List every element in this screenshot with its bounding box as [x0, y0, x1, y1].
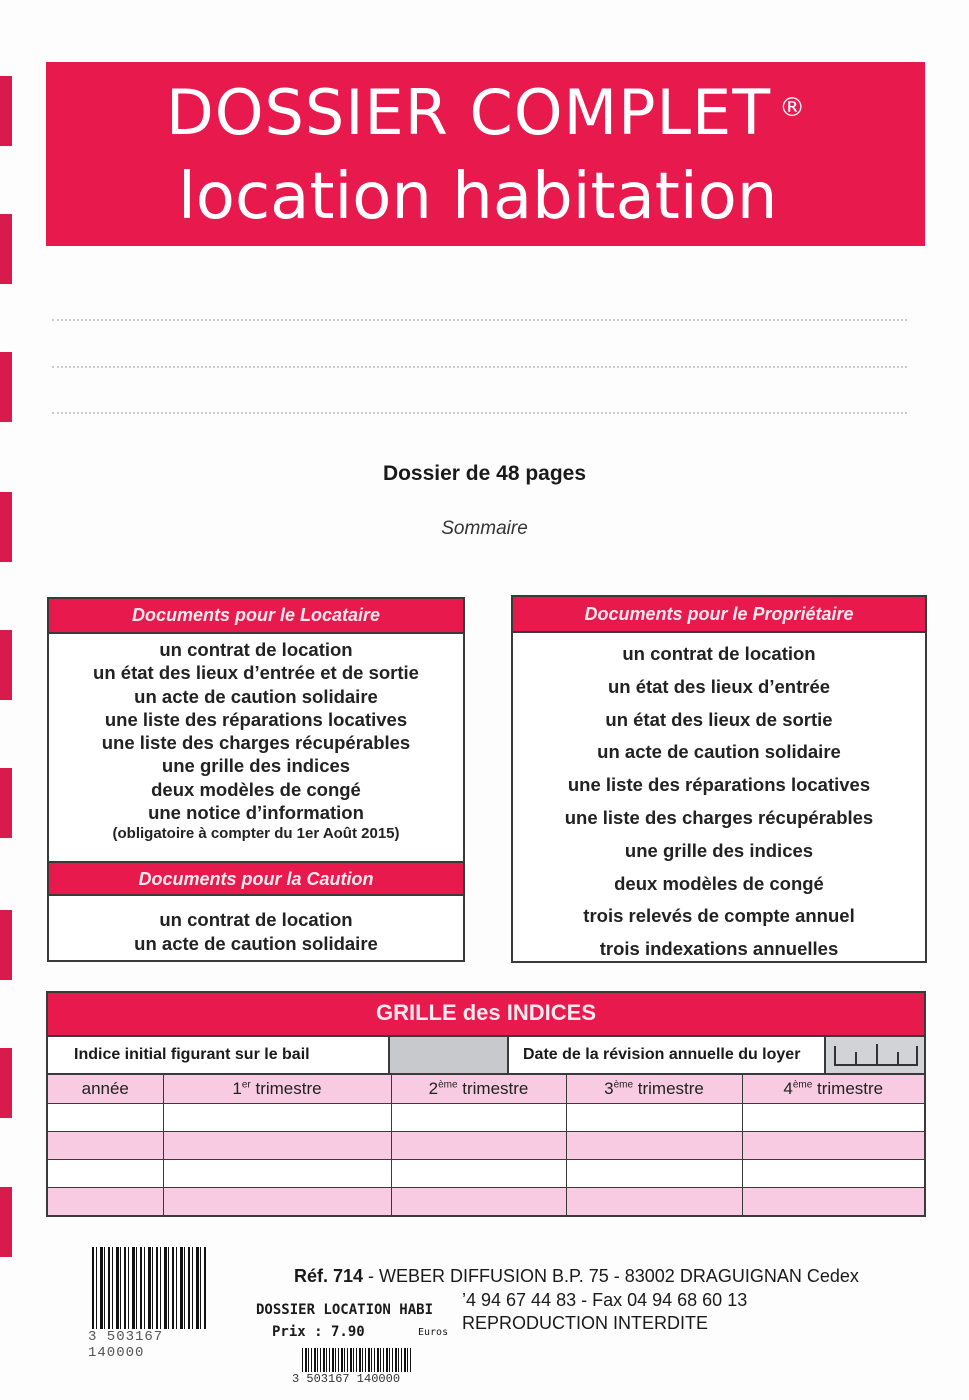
publisher-line-2: ’4 94 67 44 83 - Fax 04 94 68 60 13	[462, 1290, 748, 1310]
write-line	[52, 366, 907, 368]
barcode-small	[292, 1348, 414, 1386]
tenant-guarantor-box	[47, 597, 465, 962]
list-item: un acte de caution solidaire	[597, 741, 841, 763]
list-item: une liste des charges récupérables	[564, 806, 874, 828]
list-item: une notice d’information	[148, 802, 364, 824]
tenant-heading: Documents pour le Locataire	[49, 599, 463, 634]
cell[interactable]	[391, 1103, 566, 1131]
index-grid	[46, 991, 926, 1217]
cell[interactable]	[48, 1187, 163, 1215]
barcode-icon	[92, 1247, 206, 1329]
list-item: une liste des charges récupérables	[101, 732, 411, 754]
cell[interactable]	[48, 1103, 163, 1131]
cell[interactable]	[742, 1131, 924, 1159]
list-item: une grille des indices	[624, 839, 814, 861]
edge-tab	[0, 352, 12, 422]
owner-list	[513, 633, 925, 966]
cell[interactable]	[742, 1103, 924, 1131]
col-header-year: année	[48, 1075, 163, 1103]
initial-index-field[interactable]	[390, 1037, 509, 1073]
col-header-q3: 3ème trimestre	[566, 1075, 742, 1103]
cover-title	[166, 76, 806, 149]
cell[interactable]	[163, 1131, 391, 1159]
cell[interactable]	[742, 1187, 924, 1215]
edge-tab	[0, 630, 12, 700]
list-item: un état des lieux d’entrée	[607, 675, 831, 697]
barcode-number: 3 503167 140000	[88, 1329, 164, 1361]
list-item: deux modèles de congé	[151, 778, 361, 800]
cell[interactable]	[163, 1187, 391, 1215]
list-item: deux modèles de congé	[614, 872, 824, 894]
list-item: trois relevés de compte annuel	[583, 905, 855, 927]
list-item: trois indexations annuelles	[599, 938, 839, 960]
write-line	[52, 319, 907, 321]
currency-label: Euros	[418, 1327, 449, 1338]
cell[interactable]	[566, 1159, 742, 1187]
revision-date-label: Date de la révision annuelle du loyer	[509, 1037, 826, 1073]
barcode-number: 3 503167 140000	[292, 1372, 401, 1386]
pages-title: Dossier de 48 pages	[382, 462, 587, 485]
cell[interactable]	[566, 1187, 742, 1215]
cell[interactable]	[163, 1159, 391, 1187]
cell[interactable]	[163, 1103, 391, 1131]
grid-heading: GRILLE des INDICES	[48, 993, 924, 1037]
tenant-list	[49, 634, 463, 856]
list-item: un état des lieux de sortie	[605, 708, 833, 730]
price-label: Prix : 7.90	[272, 1324, 365, 1340]
list-item: un contrat de location	[622, 643, 816, 664]
barcode-icon	[302, 1348, 412, 1372]
revision-date-field[interactable]	[826, 1037, 924, 1073]
cell[interactable]	[391, 1131, 566, 1159]
owner-box	[511, 595, 927, 963]
list-item: une liste des réparations locatives	[104, 708, 408, 730]
initial-index-label: Indice initial figurant sur le bail	[48, 1037, 390, 1073]
registered-mark: ®	[779, 93, 807, 123]
summary-label: Sommaire	[441, 518, 528, 539]
edge-tab	[0, 76, 12, 146]
edge-tab	[0, 1048, 12, 1118]
cell[interactable]	[566, 1103, 742, 1131]
table-row	[48, 1103, 924, 1131]
barcode-large	[88, 1247, 208, 1361]
publisher-line-1: Réf. 714 - WEBER DIFFUSION B.P. 75 - 83002 DRAGUIGNAN Cedex	[294, 1266, 859, 1286]
title-text: DOSSIER COMPLET	[166, 76, 772, 149]
list-item: un acte de caution solidaire	[134, 933, 378, 954]
owner-heading: Documents pour le Propriétaire	[513, 597, 925, 633]
cell[interactable]	[391, 1159, 566, 1187]
cell[interactable]	[48, 1131, 163, 1159]
cell[interactable]	[48, 1159, 163, 1187]
col-header-q1: 1er trimestre	[163, 1075, 391, 1103]
write-line	[52, 412, 907, 414]
list-item: une grille des indices	[161, 755, 351, 777]
publisher-line-3: REPRODUCTION INTERDITE	[462, 1313, 709, 1333]
date-digit-boxes	[834, 1046, 918, 1066]
table-row	[48, 1159, 924, 1187]
grid-info-row	[48, 1037, 924, 1075]
col-header-q2: 2ème trimestre	[391, 1075, 566, 1103]
guarantor-list	[49, 896, 463, 956]
edge-tab	[0, 1187, 12, 1257]
list-item: un contrat de location	[159, 909, 353, 930]
list-item: une liste des réparations locatives	[567, 774, 871, 796]
cover-subtitle: location habitation	[178, 160, 778, 234]
edge-tab	[0, 214, 12, 284]
title-banner	[46, 62, 925, 246]
col-header-q4: 4ème trimestre	[742, 1075, 924, 1103]
edge-tab	[0, 910, 12, 980]
cell[interactable]	[742, 1159, 924, 1187]
list-item: un état des lieux d’entrée et de sortie	[93, 662, 419, 684]
guarantor-heading: Documents pour la Caution	[49, 861, 463, 896]
reference: Réf. 714	[294, 1266, 364, 1286]
cell[interactable]	[566, 1131, 742, 1159]
list-item: un acte de caution solidaire	[134, 685, 378, 707]
notice-note: (obligatoire à compter du 1er Août 2015)	[112, 825, 400, 843]
cell[interactable]	[391, 1187, 566, 1215]
table-row	[48, 1131, 924, 1159]
list-item: un contrat de location	[159, 639, 353, 660]
price-label-title: DOSSIER LOCATION HABI	[256, 1302, 434, 1318]
index-table	[48, 1075, 924, 1215]
edge-tab	[0, 768, 12, 838]
table-header-row	[48, 1075, 924, 1103]
table-row	[48, 1187, 924, 1215]
